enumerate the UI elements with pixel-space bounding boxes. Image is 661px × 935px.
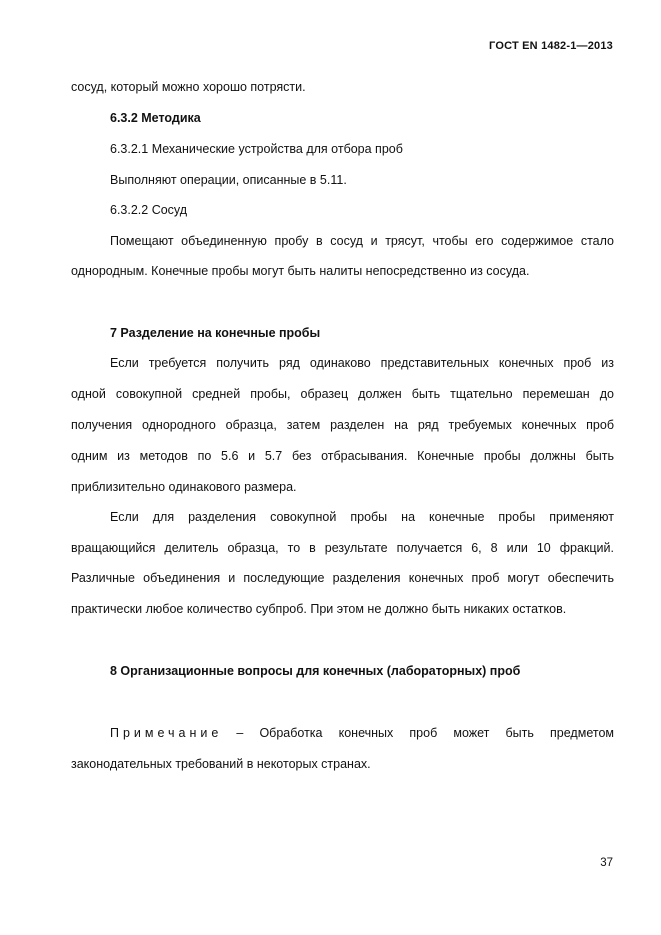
subsection-6-3-2-2: 6.3.2.2 Сосуд: [110, 203, 188, 217]
paragraph-line: одной совокупной средней пробы, образец должен быть тщательно перемешан до: [71, 387, 614, 401]
note-label: Примечание: [110, 726, 223, 740]
paragraph-line: вращающийся делитель образца, то в результате получается 6, 8 или 10 фракций.: [71, 541, 614, 555]
note-line: [110, 726, 614, 741]
section-heading-6-3-2: 6.3.2 Методика: [110, 111, 201, 125]
paragraph-line: Различные объединения и последующие разделения конечных проб могут обеспечить: [71, 571, 614, 585]
text-line: сосуд, который можно хорошо потрясти.: [71, 80, 306, 94]
document-header-code: ГОСТ EN 1482-1—2013: [489, 40, 613, 52]
paragraph-line: Если требуется получить ряд одинаково представительных конечных проб из: [110, 356, 614, 370]
paragraph-line: практически любое количество субпроб. При этом не должно быть никаких остатков.: [71, 602, 567, 616]
note-text-continued: законодательных требований в некоторых странах.: [71, 757, 371, 771]
text-line: Выполняют операции, описанные в 5.11.: [110, 173, 347, 187]
paragraph-line: однородным. Конечные пробы могут быть налиты непосредственно из сосуда.: [71, 264, 530, 278]
note-text: – Обработка конечных проб может быть предметом: [236, 726, 614, 740]
paragraph-line: получения однородного образца, затем разделен на ряд требуемых конечных проб: [71, 418, 614, 432]
section-heading-8: 8 Организационные вопросы для конечных (лабораторных) проб: [110, 664, 521, 678]
page-number: 37: [600, 857, 613, 869]
paragraph-line: одним из методов по 5.6 и 5.7 без отбрасывания. Конечные пробы должны быть: [71, 449, 614, 463]
paragraph-line: Если для разделения совокупной пробы на конечные пробы применяют: [110, 510, 614, 524]
subsection-6-3-2-1: 6.3.2.1 Механические устройства для отбора проб: [110, 142, 403, 156]
paragraph-line: приблизительно одинакового размера.: [71, 480, 297, 494]
paragraph-line: Помещают объединенную пробу в сосуд и трясут, чтобы его содержимое стало: [110, 234, 614, 248]
section-heading-7: 7 Разделение на конечные пробы: [110, 326, 321, 340]
